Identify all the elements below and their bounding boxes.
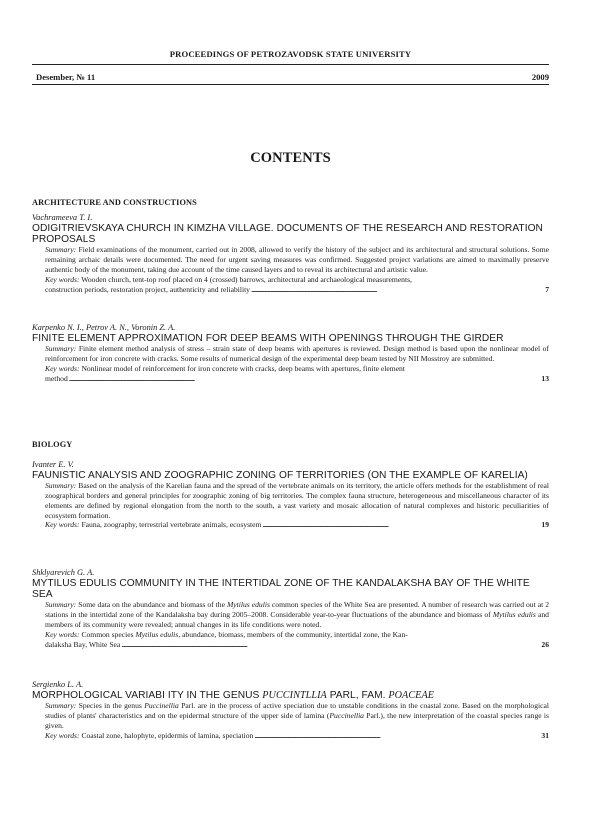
section-heading: ARCHITECTURE AND CONSTRUCTIONS <box>32 198 197 207</box>
entry-keywords <box>32 275 549 285</box>
species-name: Mytilus edulis <box>226 600 270 610</box>
keywords-tail: construction periods, restoration project, authenticity and reliability <box>45 284 250 294</box>
issue-year: 2009 <box>531 72 549 82</box>
page-number: 19 <box>541 520 549 530</box>
page-number: 31 <box>541 730 549 740</box>
entry-title: FAUNISTIC ANALYSIS AND ZOOGRAPHIC ZONING OF TERRITORIES (ON THE EXAMPLE OF KARELIA) <box>32 470 528 481</box>
header-rule <box>32 64 549 65</box>
contents-entry <box>32 213 549 294</box>
keywords-label: Key words: <box>45 274 80 284</box>
entry-leader-line <box>32 731 549 741</box>
keywords-text: Wooden church, tent-top roof placed on 4 (crossed) barrows, architectural and archaeological measurements, <box>81 274 412 284</box>
entry-leader-line <box>32 285 549 295</box>
title-text-b: PARL, FAM. <box>326 690 389 701</box>
page-title: CONTENTS <box>250 150 331 166</box>
entry-summary <box>32 481 549 520</box>
keywords-tail: dalaksha Bay, White Sea <box>45 639 121 649</box>
keywords-line <box>45 520 261 530</box>
dot-leader <box>251 285 544 295</box>
summary-text-b: Parl. are in the process of active speciation due to unstable conditions in the coastal zone. Based on the morphological studies of plants' characteristics and on the epidermal structure of the upper side of lamina ( <box>45 701 549 720</box>
species-name: Mytilus edulis, <box>135 629 181 639</box>
summary-text-c: and members of its community were revealed; annual changes in its life conditions were noted. <box>45 610 549 629</box>
keywords-tail: Fauna, zoography, terrestrial vertebrate animals, ecosystem <box>81 520 262 530</box>
entry-leader-line <box>32 520 549 530</box>
summary-label: Summary: <box>45 344 77 354</box>
dot-leader <box>69 374 541 384</box>
keywords-line <box>45 731 253 741</box>
summary-text-a: Some data on the abundance and biomass of the <box>78 600 227 610</box>
summary-text-a: Species in the genus <box>78 701 145 711</box>
summary-text-c: Parl.), the new interpretation of the coastal species range is given. <box>45 711 549 730</box>
summary-label: Summary: <box>45 600 77 610</box>
title-text-a: MORPHOLOGICAL VARIABI ITY IN THE GENUS <box>32 690 263 701</box>
dot-leader <box>262 520 540 530</box>
entry-title <box>32 690 549 701</box>
summary-text: Field examinations of the monument, carried out in 2008, allowed to verify the history of the subject and its architectural and structural solutions. Some remaining archaic details were documented. The need for urgent saving measures was confirmed. Suggested project variations are aimed to maximally preserve authentic body of the monument, taking due account of the time caused layers and to reveal its architectural and artistic value. <box>45 245 549 274</box>
keywords-label: Key words: <box>45 629 80 639</box>
entry-authors: Sergienko L. A. <box>32 680 84 689</box>
entry-title: FINITE ELEMENT APPROXIMATION FOR DEEP BEAMS WITH OPENINGS THROUGH THE GIRDER <box>32 333 504 344</box>
entry-authors: Karpenko N. I., Petrov A. N., Voronin Z. A. <box>32 323 176 332</box>
running-head: PROCEEDINGS OF PETROZAVODSK STATE UNIVERSITY <box>169 49 412 59</box>
contents-entry <box>32 460 549 530</box>
keywords-label: Key words: <box>45 520 80 530</box>
keywords-label: Key words: <box>45 363 80 373</box>
page-number: 13 <box>541 373 549 383</box>
genus-name: Puccinellia <box>329 711 364 720</box>
entry-authors: Vachrameeva T. I. <box>32 213 93 222</box>
keywords-tail: Coastal zone, halophyte, epidermis of lamina, speciation <box>81 730 254 740</box>
entry-authors: Ivanter E. V. <box>32 460 74 469</box>
entry-leader-line <box>32 640 549 650</box>
entry-authors: Shklyarevich G. A. <box>32 568 95 577</box>
contents-entry <box>32 568 549 649</box>
page-number: 7 <box>545 284 549 294</box>
dot-leader <box>254 731 540 741</box>
section-heading: BIOLOGY <box>32 440 73 449</box>
entry-keywords <box>32 630 549 640</box>
summary-text: Finite element method analysis of stress – strain state of deep beams with apertures is reviewed. Design method is based upon the nonlinear model of reinforcement for iron concrete with cracks. Some results of numerical design of the experimental deep beam tested by NII Mosstroy are submitted. <box>45 344 549 363</box>
entry-summary <box>32 600 549 629</box>
entry-summary <box>32 344 549 364</box>
contents-entry <box>32 323 549 383</box>
page-number: 26 <box>541 639 549 649</box>
keywords-tail: method <box>45 373 68 383</box>
genus-name: Puccinellia <box>144 701 179 711</box>
keywords-label: Key words: <box>45 730 80 740</box>
species-name: Mytilus edulis <box>492 610 536 620</box>
summary-label: Summary: <box>45 701 77 711</box>
summary-label: Summary: <box>45 245 77 255</box>
keywords-text: Nonlinear model of reinforcement for iron concrete with cracks, deep beams with apertures, finite element <box>81 363 405 373</box>
entry-title: ODIGITRIEVSKAYA CHURCH IN KIMZHA VILLAGE. DOCUMENTS OF THE RESEARCH AND RESTORATION PROPOSALS <box>32 223 543 246</box>
entry-title: MYTILUS EDULIS COMMUNITY IN THE INTERTIDAL ZONE OF THE KANDALAKSHA BAY OF THE WHITE SEA <box>32 578 530 601</box>
entry-summary <box>32 245 549 274</box>
genus-name: PUCCINTLLIA <box>262 690 327 701</box>
contents-entry <box>32 680 549 740</box>
keywords-text-a: Common species <box>81 629 136 639</box>
issue-rule <box>32 84 549 85</box>
summary-text-b: common species of the White Sea are presented. A number of research was carried out at 2 stations in the intertidal zone of the Kandalaksha bay during 2005–2008. Considerable year-to-year fluctuations of the abundance and biomass of <box>45 600 549 620</box>
dot-leader <box>121 640 540 650</box>
summary-label: Summary: <box>45 481 77 491</box>
summary-text: Based on the analysis of the Karelian fauna and the spread of the vertebrate animals on its territory, the article offers methods for the establishment of real zoographical borders and general principles for zoographic zoning of big territories. The complex fauna structure, heterogeneous and miscellaneous character of its elements are defined by regional elongation from the north to the south, a vast variety and mosaic allocation of natural complexes and historic peculiarities of ecosystem formation. <box>45 481 549 520</box>
entry-summary <box>32 701 549 730</box>
issue-number: Desember, № 11 <box>36 72 96 82</box>
entry-leader-line <box>32 374 549 384</box>
issue-line <box>36 72 549 82</box>
keywords-text-b: abundance, biomass, members of the community, intertidal zone, the Kan- <box>180 629 408 639</box>
family-name: POACEAE <box>388 690 434 701</box>
entry-keywords <box>32 364 549 374</box>
